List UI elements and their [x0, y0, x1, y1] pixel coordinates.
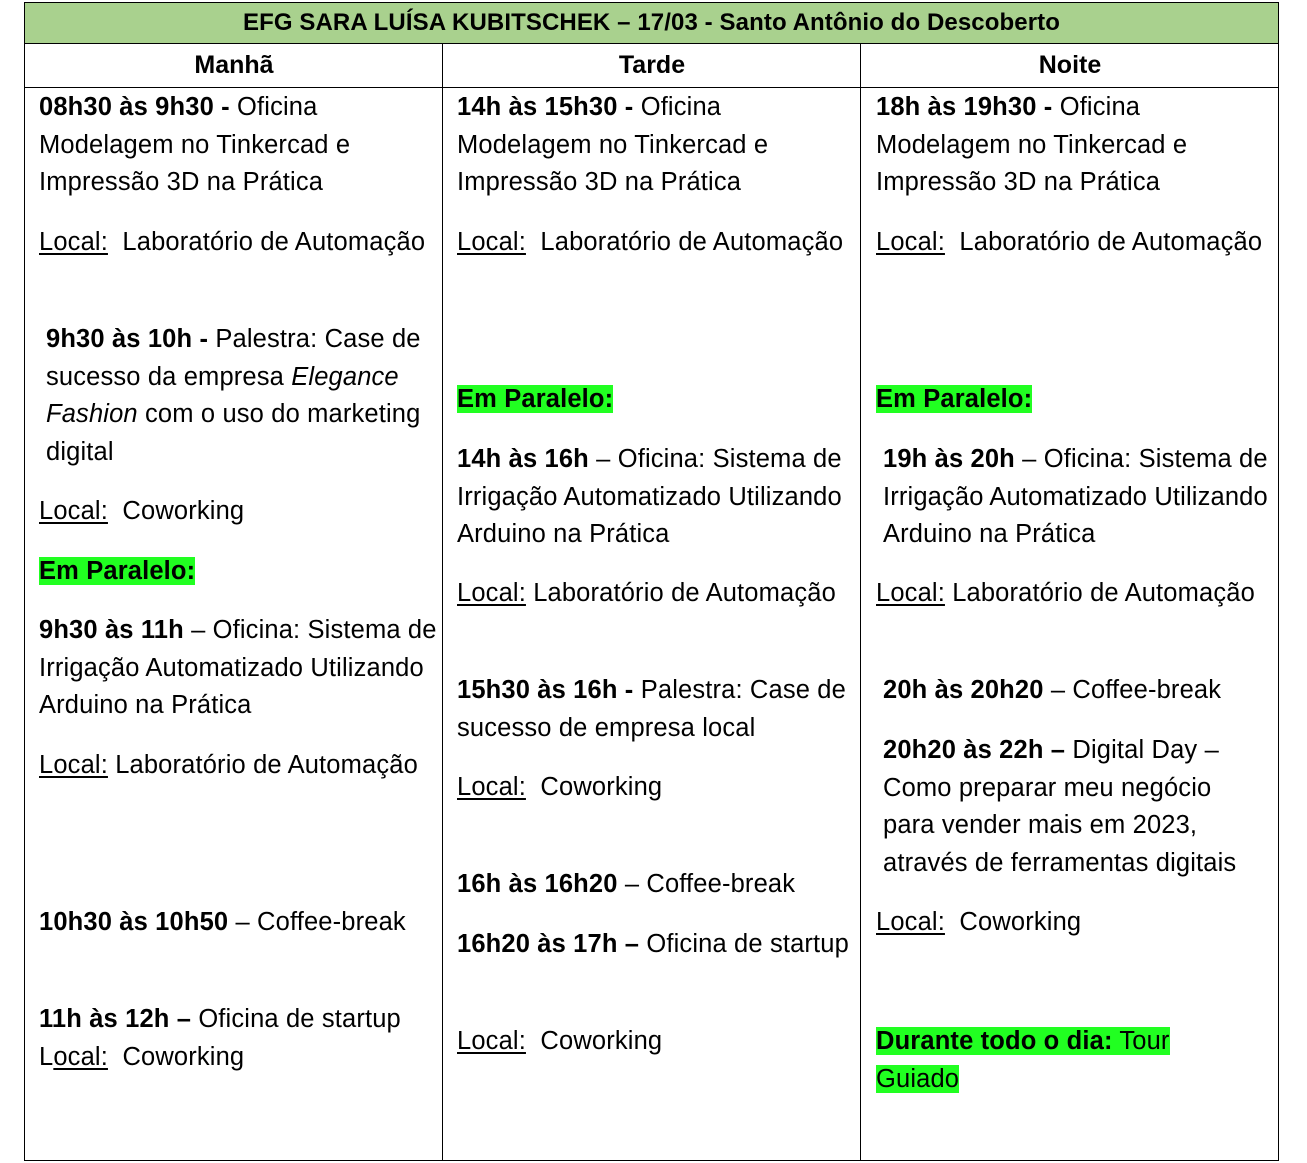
tarde-event-2 — [457, 441, 857, 554]
local-label: Local: — [39, 497, 108, 525]
event-desc: Oficina de startup — [191, 1005, 401, 1033]
event-time: 14h às 16h — [457, 445, 589, 473]
manha-event-4 — [39, 904, 439, 942]
local-value: Laboratório de Automação — [525, 579, 836, 607]
tarde-parallel — [457, 381, 857, 419]
tarde-local-1 — [457, 224, 857, 262]
tarde-event-3 — [457, 672, 857, 747]
manha-event-1 — [39, 89, 439, 202]
local-value: Coworking — [107, 497, 245, 525]
local-value: Coworking — [107, 1042, 245, 1071]
event-desc: – Oficina: Sistema de Irrigação Automatizado Utilizando Arduino na Prática — [457, 445, 842, 548]
noite-parallel — [876, 381, 1270, 419]
event-desc: – Coffee-break — [1043, 676, 1222, 704]
noite-event-4 — [876, 732, 1270, 882]
local-label: ocal: — [53, 1042, 108, 1071]
noite-event-1 — [876, 89, 1270, 202]
local-value: Coworking — [525, 773, 663, 801]
all-day-label: Durante todo o dia: — [876, 1027, 1113, 1055]
event-time: 14h às 15h30 - — [457, 93, 634, 121]
event-time: 15h30 às 16h - — [457, 676, 634, 704]
header-manha: Manhã — [194, 51, 274, 79]
header-tarde: Tarde — [618, 51, 686, 79]
event-desc: Palestra: Case de sucesso de empresa local — [457, 676, 846, 742]
local-label: Local: — [876, 228, 945, 256]
manha-event-2 — [39, 321, 439, 471]
tarde-local-3 — [457, 769, 857, 807]
manha-local-2 — [39, 493, 439, 531]
tarde-local-2 — [457, 575, 857, 613]
event-desc: – Coffee-break — [617, 870, 796, 898]
local-value: Coworking — [944, 908, 1082, 936]
event-desc: Oficina de startup — [639, 930, 849, 958]
event-time: 18h às 19h30 - — [876, 93, 1053, 121]
tarde-event-1 — [457, 89, 857, 202]
schedule-title: EFG SARA LUÍSA KUBITSCHEK – 17/03 - Santo Antônio do Descoberto — [25, 3, 1278, 44]
event-time: 9h30 às 10h - — [46, 325, 209, 353]
manha-local-3 — [39, 747, 439, 785]
parallel-badge: Em Paralelo: — [876, 385, 1033, 413]
event-desc: com o uso do marketing digital — [46, 400, 421, 466]
noite-local-2 — [876, 575, 1270, 613]
manha-event-5 — [39, 1001, 439, 1076]
event-time: 20h às 20h20 — [883, 676, 1044, 704]
local-value: Coworking — [525, 1027, 663, 1055]
column-divider — [442, 44, 443, 1160]
local-value: Laboratório de Automação — [107, 751, 418, 779]
noite-event-3 — [876, 672, 1270, 710]
local-label: Local: — [876, 908, 945, 936]
event-time: 10h30 às 10h50 — [39, 908, 229, 936]
local-value: Laboratório de Automação — [944, 579, 1255, 607]
local-label: Local: — [457, 228, 526, 256]
event-desc: Digital Day – Como preparar meu negócio para vender mais em 2023, através de ferramentas digitais — [883, 736, 1237, 877]
noite-tour — [876, 1023, 1196, 1098]
local-value: Laboratório de Automação — [525, 228, 844, 256]
local-value: Laboratório de Automação — [107, 228, 426, 256]
local-label: Local: — [39, 751, 108, 779]
event-time: 11h às 12h – — [39, 1005, 192, 1033]
local-prefix: L — [39, 1042, 54, 1071]
manha-parallel — [39, 553, 439, 591]
schedule-table — [24, 2, 1279, 1161]
company-name: Elegance Fashion — [46, 362, 399, 428]
header-row — [25, 44, 1278, 88]
event-desc: Oficina Modelagem no Tinkercad e Impressão 3D na Prática — [457, 93, 769, 196]
manha-event-3 — [39, 612, 439, 725]
local-label: Local: — [39, 228, 108, 256]
event-desc: – Coffee-break — [228, 908, 406, 936]
event-time: 9h30 às 11h — [39, 616, 184, 644]
event-desc: – Oficina: Sistema de Irrigação Automatizado Utilizando Arduino na Prática — [39, 616, 437, 719]
event-time: 19h às 20h — [883, 445, 1015, 473]
event-desc: – Oficina: Sistema de Irrigação Automatizado Utilizando Arduino na Prática — [883, 445, 1268, 548]
event-time: 16h20 às 17h – — [457, 930, 640, 958]
event-desc: Palestra: Case de sucesso da empresa — [46, 325, 421, 391]
tarde-event-4 — [457, 866, 857, 904]
local-value: Laboratório de Automação — [944, 228, 1263, 256]
tour-text: Tour Guiado — [876, 1027, 1170, 1093]
header-noite: Noite — [1038, 51, 1102, 79]
noite-event-2 — [876, 441, 1270, 554]
event-desc: Oficina Modelagem no Tinkercad e Impressão 3D na Prática — [39, 93, 351, 196]
manha-local-1 — [39, 224, 439, 262]
local-label: Local: — [457, 773, 526, 801]
event-time: 20h20 às 22h – — [883, 736, 1066, 764]
parallel-badge: Em Paralelo: — [457, 385, 614, 413]
local-label: Local: — [457, 579, 526, 607]
noite-local-3 — [876, 904, 1270, 942]
column-divider — [860, 44, 861, 1160]
event-desc: Oficina Modelagem no Tinkercad e Impressão 3D na Prática — [876, 93, 1188, 196]
tarde-event-5 — [457, 926, 857, 964]
local-label: Local: — [457, 1027, 526, 1055]
tarde-local-4 — [457, 1023, 857, 1061]
event-time: 08h30 às 9h30 - — [39, 93, 230, 121]
parallel-badge: Em Paralelo: — [39, 557, 196, 585]
event-time: 16h às 16h20 — [457, 870, 618, 898]
local-label: Local: — [876, 579, 945, 607]
noite-local-1 — [876, 224, 1270, 262]
